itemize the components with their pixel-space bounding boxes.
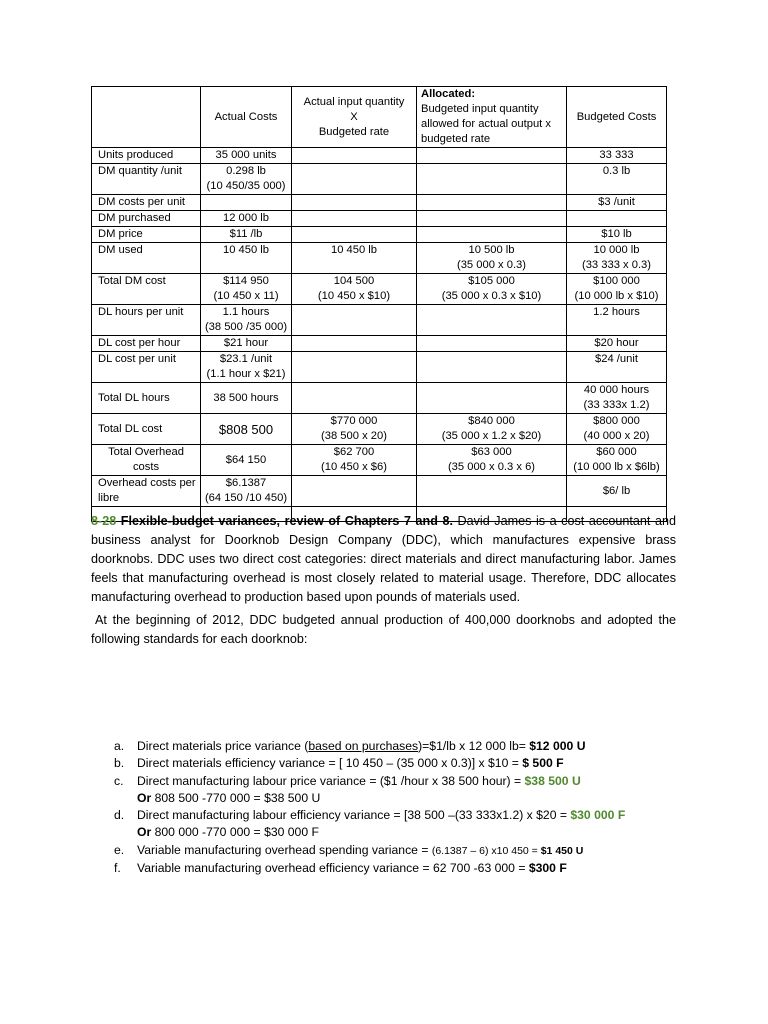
- allocated-cell: [417, 352, 567, 383]
- table-row: [92, 243, 667, 274]
- actual-cell: [201, 164, 292, 195]
- budget-cell: $24 /unit: [567, 352, 667, 383]
- answer-result: $ 500 F: [522, 756, 564, 771]
- row-label: DL cost per hour: [92, 336, 201, 352]
- header-allocated: [417, 87, 567, 148]
- cell-formula: (10 000 lb x $6lb): [573, 461, 660, 473]
- aq-br-cell: [292, 476, 417, 507]
- header-actual-costs: Actual Costs: [201, 87, 292, 148]
- table-row: [92, 476, 667, 507]
- aq-br-cell: [292, 274, 417, 305]
- answer-letter: c.: [114, 773, 124, 788]
- row-label: DM quantity /unit: [92, 164, 201, 195]
- answer-c: [110, 773, 710, 808]
- row-label: DM price: [92, 227, 201, 243]
- answer-result: $38 500 U: [524, 773, 581, 788]
- aq-br-cell: 10 450 lb: [292, 243, 417, 274]
- cell-value: $60 000: [596, 446, 637, 458]
- cell-formula: (33 333 x 0.3): [581, 259, 652, 271]
- cell-formula: (10 450 x $6): [321, 461, 387, 473]
- cell-value: $100 000: [593, 275, 640, 287]
- cell-value: $800 000: [593, 415, 640, 427]
- actual-cell: [201, 274, 292, 305]
- aq-br-cell: [292, 195, 417, 211]
- answer-letter: b.: [114, 756, 125, 771]
- cell-formula: (10 450/35 000): [206, 180, 286, 192]
- answer-f: [110, 860, 710, 877]
- cell-value: 104 500: [333, 275, 375, 287]
- header-line: X: [350, 110, 358, 123]
- answer-result: $12 000 U: [529, 739, 586, 753]
- budget-cell: $10 lb: [567, 227, 667, 243]
- aq-br-cell: [292, 227, 417, 243]
- actual-cell: [201, 476, 292, 507]
- answer-alt: 800 000 -770 000 = $30 000 F: [151, 825, 319, 840]
- cell-formula: (10 450 x $10): [317, 290, 391, 302]
- table-row: [92, 352, 667, 383]
- cell-formula: (33 333x 1.2): [583, 399, 650, 411]
- aq-br-cell: [292, 414, 417, 445]
- problem-number: 8-28: [91, 514, 117, 528]
- cell-formula: (1.1 hour x $21): [206, 368, 286, 380]
- row-label: Total DL cost: [92, 414, 201, 445]
- cell-value: 10 000 lb: [593, 244, 640, 256]
- allocated-cell: [417, 414, 567, 445]
- table-row: [92, 445, 667, 476]
- label-line: Overhead costs per: [98, 477, 196, 489]
- problem-title: Flexible-budget variances, review of Chapters 7 and 8.: [120, 514, 453, 528]
- cell-formula: (10 000 lb x $10): [574, 290, 659, 302]
- answer-or: Or: [137, 825, 152, 840]
- budget-cell: [567, 383, 667, 414]
- row-label: Total DM cost: [92, 274, 201, 305]
- actual-cell: $21 hour: [201, 336, 292, 352]
- table-row: [92, 195, 667, 211]
- answer-text: Direct manufacturing labour price variance = ($1 /hour x 38 500 hour) =: [137, 773, 525, 788]
- answer-formula: (6.1387 – 6) x10 450 =: [431, 844, 541, 857]
- header-line: Budgeted rate: [318, 125, 390, 138]
- cell-formula: (38 500 x 20): [321, 430, 387, 442]
- aq-br-cell: [292, 148, 417, 164]
- answer-d: [110, 807, 710, 842]
- allocated-cell: [417, 445, 567, 476]
- table-row: [92, 383, 667, 414]
- cell-value: 10 500 lb: [468, 244, 515, 256]
- row-label: DM purchased: [92, 211, 201, 227]
- problem-para2-text: At the beginning of 2012, DDC budgeted annual production of 400,000 doorknobs and adopted the following standards for each doorknob:: [91, 613, 676, 646]
- table-row: [92, 274, 667, 305]
- answer-text: Direct materials price variance (: [137, 739, 309, 753]
- row-label: DL hours per unit: [92, 305, 201, 336]
- answer-a: [110, 738, 710, 755]
- cell-value: $770 000: [330, 415, 378, 427]
- header-line: Budgeted input quantity: [421, 103, 539, 115]
- header-line: Actual input quantity: [303, 95, 405, 108]
- aq-br-cell: [292, 383, 417, 414]
- answers-list: [110, 738, 710, 877]
- row-label: Total DL hours: [92, 383, 201, 414]
- budget-cell: $6/ lb: [567, 476, 667, 507]
- cell-value: $105 000: [468, 275, 515, 287]
- problem-statement: [91, 512, 676, 607]
- row-label: [92, 476, 201, 507]
- budget-cell: 0.3 lb: [567, 164, 667, 195]
- row-label: DM used: [92, 243, 201, 274]
- cell-value: $114 950: [223, 275, 269, 287]
- budget-cell: 33 333: [567, 148, 667, 164]
- answer-result: $30 000 F: [570, 808, 626, 823]
- allocated-cell: [417, 164, 567, 195]
- actual-cell: $11 /lb: [201, 227, 292, 243]
- answer-text: Direct materials efficiency variance = [ 10 450 – (35 000 x 0.3)] x $10 =: [137, 756, 523, 771]
- answer-text: Direct manufacturing labour efficiency variance = [38 500 –(33 333x1.2) x $20 =: [137, 808, 571, 823]
- table-row: [92, 211, 667, 227]
- cell-value: 0.298 lb: [226, 165, 266, 177]
- allocated-cell: [417, 383, 567, 414]
- budget-cell: $3 /unit: [567, 195, 667, 211]
- answer-e: [110, 842, 710, 860]
- aq-br-cell: [292, 445, 417, 476]
- actual-cell: [201, 352, 292, 383]
- cell-value: $6.1387: [225, 477, 267, 489]
- header-line: Allocated:: [421, 88, 476, 100]
- actual-cell: $808 500: [201, 414, 292, 445]
- table-row: [92, 227, 667, 243]
- budget-cell: [567, 243, 667, 274]
- allocated-cell: [417, 211, 567, 227]
- budget-cell: 1.2 hours: [567, 305, 667, 336]
- budget-cell: [567, 414, 667, 445]
- cell-value: $23.1 /unit: [219, 353, 273, 365]
- problem-body: David James is a cost accountant and business analyst for Doorknob Design Company (DDC), which manufactures expensive brass doorknobs. DDC uses two direct cost categories: direct materials and direct manufacturing labor. James feels that manufacturing overhead is most closely related to material usage. Therefore, DDC allocates manufacturing overhead to production based upon pounds of materials used.: [91, 514, 677, 604]
- cell-formula: (35 000 x 1.2 x $20): [441, 430, 542, 442]
- cell-formula: (38 500 /35 000): [204, 321, 288, 333]
- row-label: [92, 445, 201, 476]
- row-label: DM costs per unit: [92, 195, 201, 211]
- cell-formula: (10 450 x 11): [213, 290, 279, 302]
- answer-letter: a.: [114, 739, 125, 753]
- aq-br-cell: [292, 352, 417, 383]
- actual-cell: 35 000 units: [201, 148, 292, 164]
- aq-br-cell: [292, 336, 417, 352]
- allocated-cell: [417, 274, 567, 305]
- header-line: allowed for actual output x: [421, 118, 551, 130]
- actual-cell: 38 500 hours: [201, 383, 292, 414]
- answer-or: Or: [137, 790, 152, 805]
- answer-letter: e.: [114, 842, 125, 857]
- actual-cell: 12 000 lb: [201, 211, 292, 227]
- cell-formula: (64 150 /10 450): [204, 492, 288, 504]
- cell-formula: (35 000 x 0.3 x 6): [447, 461, 536, 473]
- allocated-cell: [417, 476, 567, 507]
- budget-cell: [567, 211, 667, 227]
- aq-br-cell: [292, 211, 417, 227]
- actual-cell: [201, 305, 292, 336]
- answer-letter: f.: [114, 861, 121, 876]
- budget-cell: [567, 274, 667, 305]
- label-line: libre: [98, 492, 120, 504]
- header-actual-input-quantity: [292, 87, 417, 148]
- header-cell-blank: [92, 87, 201, 148]
- budget-cell: [567, 445, 667, 476]
- table-row: [92, 336, 667, 352]
- allocated-cell: [417, 195, 567, 211]
- answer-letter: d.: [114, 808, 125, 823]
- allocated-cell: [417, 148, 567, 164]
- cell-value: $840 000: [468, 415, 515, 427]
- allocated-cell: [417, 336, 567, 352]
- cell-value: $63 000: [471, 446, 512, 458]
- allocated-cell: [417, 305, 567, 336]
- allocated-cell: [417, 243, 567, 274]
- table-row: [92, 148, 667, 164]
- cell-value: 40 000 hours: [583, 384, 650, 396]
- label-line: costs: [132, 461, 160, 473]
- answer-text: Variable manufacturing overhead spending variance =: [137, 842, 432, 857]
- aq-br-cell: [292, 164, 417, 195]
- cell-formula: (40 000 x 20): [583, 430, 650, 442]
- allocated-cell: [417, 227, 567, 243]
- answer-text: )=$1/lb x 12 000 lb=: [418, 739, 530, 753]
- actual-cell: 10 450 lb: [201, 243, 292, 274]
- table-row: [92, 164, 667, 195]
- aq-br-cell: [292, 305, 417, 336]
- answer-result: $1 450 U: [540, 844, 584, 857]
- answer-text: Variable manufacturing overhead efficiency variance = 62 700 -63 000 =: [137, 861, 529, 876]
- label-line: Total Overhead: [108, 446, 184, 458]
- cell-value: $62 700: [333, 446, 375, 458]
- row-label: DL cost per unit: [92, 352, 201, 383]
- table-header-row: [92, 87, 667, 148]
- table-row: [92, 305, 667, 336]
- answer-result: $300 F: [528, 861, 567, 876]
- actual-cell: $64 150: [201, 445, 292, 476]
- problem-paragraph-2: [91, 611, 676, 649]
- budget-cell: $20 hour: [567, 336, 667, 352]
- cell-formula: (35 000 x 0.3 x $10): [441, 290, 542, 302]
- answer-underlined: based on purchases: [308, 739, 419, 753]
- table-row: [92, 414, 667, 445]
- row-label: Units produced: [92, 148, 201, 164]
- actual-cell: [201, 195, 292, 211]
- answer-b: [110, 755, 710, 772]
- cell-value: 1.1 hours: [222, 306, 270, 318]
- header-budgeted-costs: Budgeted Costs: [567, 87, 667, 148]
- cost-comparison-table: [91, 86, 667, 522]
- cell-formula: (35 000 x 0.3): [456, 259, 527, 271]
- header-line: budgeted rate: [421, 133, 491, 145]
- answer-alt: 808 500 -770 000 = $38 500 U: [151, 790, 321, 805]
